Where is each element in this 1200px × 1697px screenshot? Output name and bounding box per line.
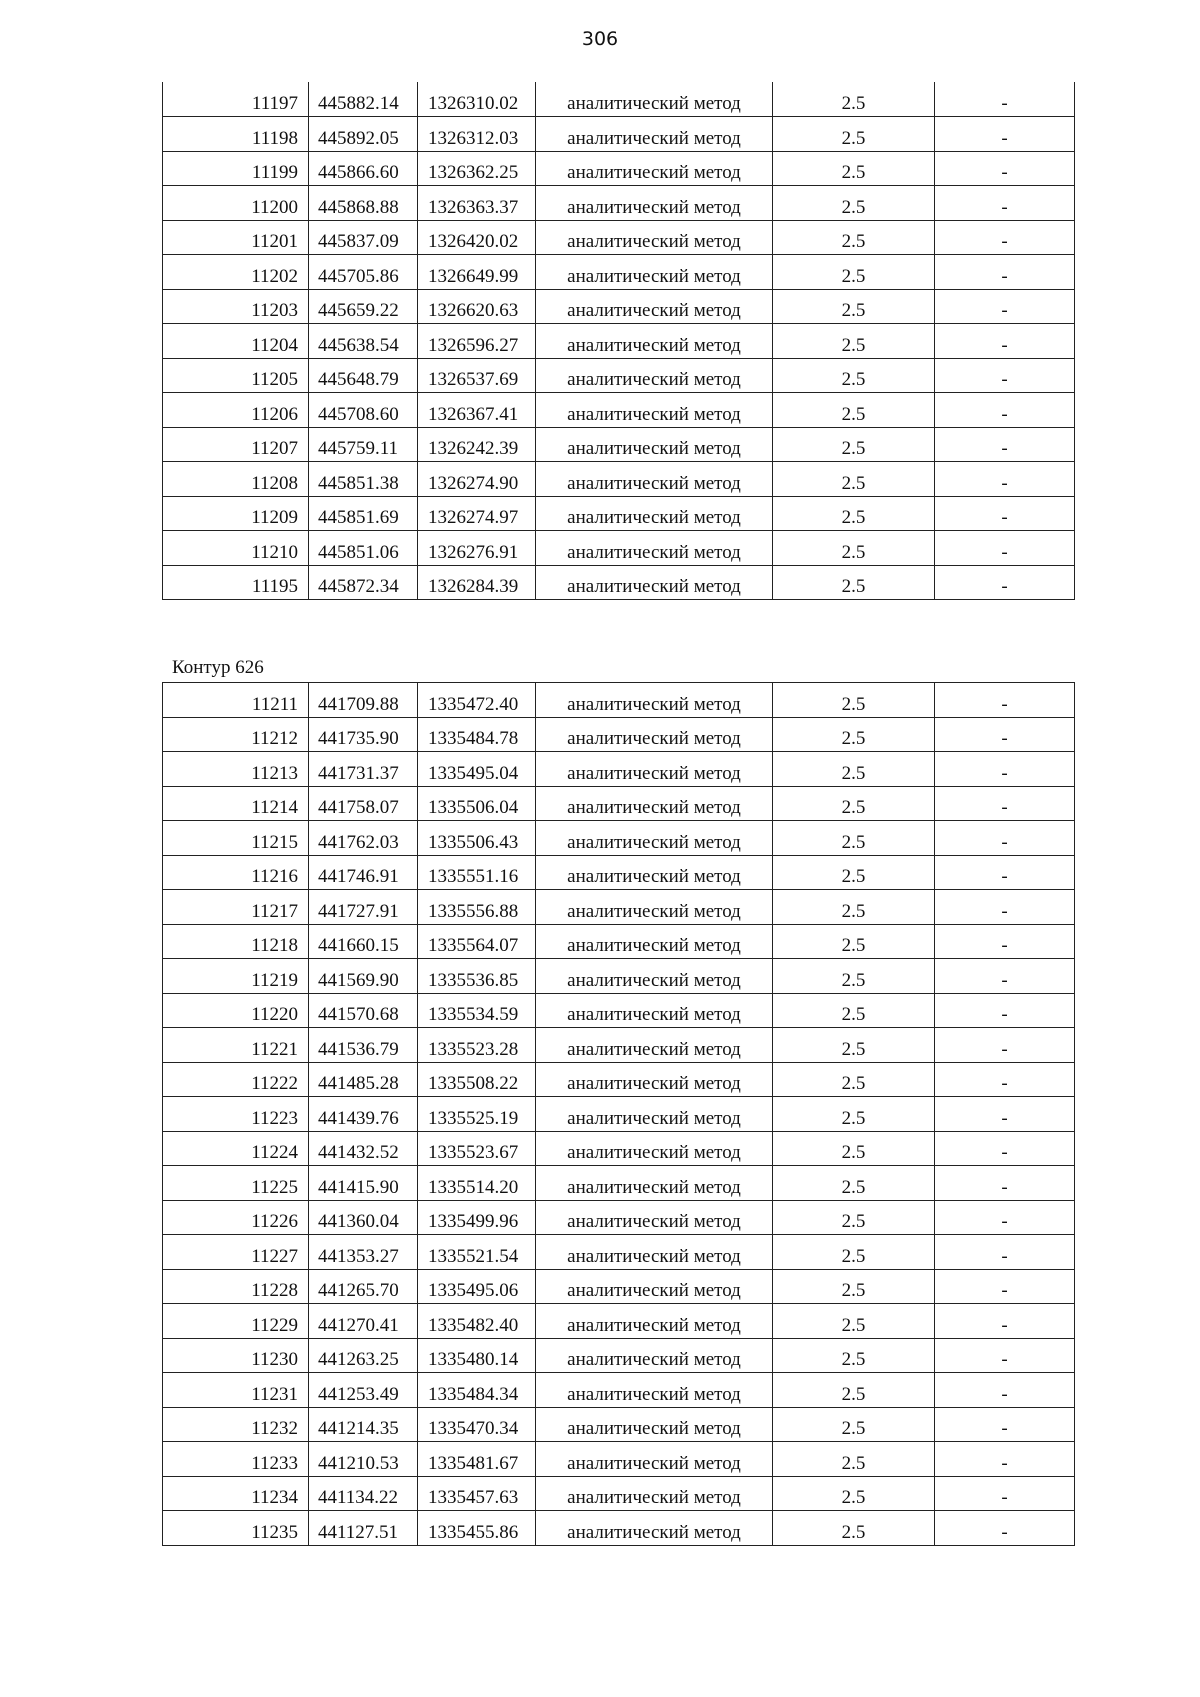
table-row [163, 786, 1075, 821]
table-row [163, 117, 1075, 152]
point-number: 11235 [163, 1511, 309, 1546]
note-cell: - [935, 462, 1075, 497]
note-cell: - [935, 1235, 1075, 1270]
point-number: 11209 [163, 496, 309, 531]
x-coordinate: 441439.76 [309, 1097, 418, 1132]
method-cell: аналитический метод [536, 1269, 773, 1304]
note-cell: - [935, 427, 1075, 462]
x-coordinate: 445892.05 [309, 117, 418, 152]
note-cell: - [935, 890, 1075, 925]
accuracy-cell: 2.5 [773, 855, 935, 890]
y-coordinate: 1335472.40 [418, 683, 536, 718]
method-cell: аналитический метод [536, 117, 773, 152]
x-coordinate: 441210.53 [309, 1442, 418, 1477]
point-number: 11202 [163, 255, 309, 290]
accuracy-cell: 2.5 [773, 1373, 935, 1408]
table-row [163, 324, 1075, 359]
accuracy-cell: 2.5 [773, 496, 935, 531]
method-cell: аналитический метод [536, 821, 773, 856]
point-number: 11207 [163, 427, 309, 462]
table-row [163, 255, 1075, 290]
point-number: 11233 [163, 1442, 309, 1477]
point-number: 11205 [163, 358, 309, 393]
table-row [163, 427, 1075, 462]
table-row [163, 496, 1075, 531]
x-coordinate: 445868.88 [309, 186, 418, 221]
contour-label: Контур 626 [172, 657, 264, 678]
table-row [163, 1304, 1075, 1339]
y-coordinate: 1335523.67 [418, 1131, 536, 1166]
table-row [163, 1235, 1075, 1270]
point-number: 11197 [163, 82, 309, 117]
accuracy-cell: 2.5 [773, 82, 935, 117]
y-coordinate: 1326274.97 [418, 496, 536, 531]
note-cell: - [935, 717, 1075, 752]
note-cell: - [935, 1338, 1075, 1373]
x-coordinate: 441432.52 [309, 1131, 418, 1166]
accuracy-cell: 2.5 [773, 289, 935, 324]
table-row [163, 1200, 1075, 1235]
note-cell: - [935, 82, 1075, 117]
method-cell: аналитический метод [536, 1200, 773, 1235]
point-number: 11219 [163, 959, 309, 994]
x-coordinate: 441214.35 [309, 1407, 418, 1442]
note-cell: - [935, 1028, 1075, 1063]
y-coordinate: 1335499.96 [418, 1200, 536, 1235]
note-cell: - [935, 1476, 1075, 1511]
y-coordinate: 1326620.63 [418, 289, 536, 324]
y-coordinate: 1335514.20 [418, 1166, 536, 1201]
accuracy-cell: 2.5 [773, 1200, 935, 1235]
table-row [163, 890, 1075, 925]
accuracy-cell: 2.5 [773, 1097, 935, 1132]
y-coordinate: 1335455.86 [418, 1511, 536, 1546]
accuracy-cell: 2.5 [773, 186, 935, 221]
method-cell: аналитический метод [536, 1131, 773, 1166]
table-row [163, 1407, 1075, 1442]
y-coordinate: 1335508.22 [418, 1062, 536, 1097]
table-row [163, 1131, 1075, 1166]
y-coordinate: 1335482.40 [418, 1304, 536, 1339]
y-coordinate: 1326363.37 [418, 186, 536, 221]
x-coordinate: 441270.41 [309, 1304, 418, 1339]
y-coordinate: 1335481.67 [418, 1442, 536, 1477]
note-cell: - [935, 1407, 1075, 1442]
table-row [163, 220, 1075, 255]
point-number: 11206 [163, 393, 309, 428]
y-coordinate: 1326362.25 [418, 151, 536, 186]
coordinates-table-top [162, 82, 1075, 600]
y-coordinate: 1335506.04 [418, 786, 536, 821]
table-row [163, 358, 1075, 393]
point-number: 11221 [163, 1028, 309, 1063]
accuracy-cell: 2.5 [773, 1304, 935, 1339]
x-coordinate: 445872.34 [309, 565, 418, 600]
table-row [163, 717, 1075, 752]
method-cell: аналитический метод [536, 683, 773, 718]
method-cell: аналитический метод [536, 186, 773, 221]
coordinates-table-contour-626 [162, 682, 1075, 1546]
note-cell: - [935, 1304, 1075, 1339]
y-coordinate: 1335534.59 [418, 993, 536, 1028]
accuracy-cell: 2.5 [773, 1269, 935, 1304]
note-cell: - [935, 1511, 1075, 1546]
table-row [163, 462, 1075, 497]
y-coordinate: 1335480.14 [418, 1338, 536, 1373]
x-coordinate: 441536.79 [309, 1028, 418, 1063]
method-cell: аналитический метод [536, 289, 773, 324]
note-cell: - [935, 220, 1075, 255]
note-cell: - [935, 117, 1075, 152]
accuracy-cell: 2.5 [773, 255, 935, 290]
point-number: 11212 [163, 717, 309, 752]
note-cell: - [935, 1269, 1075, 1304]
method-cell: аналитический метод [536, 1373, 773, 1408]
note-cell: - [935, 1166, 1075, 1201]
method-cell: аналитический метод [536, 855, 773, 890]
accuracy-cell: 2.5 [773, 220, 935, 255]
accuracy-cell: 2.5 [773, 959, 935, 994]
accuracy-cell: 2.5 [773, 1511, 935, 1546]
note-cell: - [935, 186, 1075, 221]
y-coordinate: 1335551.16 [418, 855, 536, 890]
point-number: 11203 [163, 289, 309, 324]
y-coordinate: 1335523.28 [418, 1028, 536, 1063]
table-row [163, 821, 1075, 856]
x-coordinate: 441263.25 [309, 1338, 418, 1373]
x-coordinate: 441353.27 [309, 1235, 418, 1270]
method-cell: аналитический метод [536, 1511, 773, 1546]
accuracy-cell: 2.5 [773, 993, 935, 1028]
table-row [163, 1166, 1075, 1201]
table-row [163, 1442, 1075, 1477]
x-coordinate: 445851.69 [309, 496, 418, 531]
y-coordinate: 1326274.90 [418, 462, 536, 497]
accuracy-cell: 2.5 [773, 1166, 935, 1201]
point-number: 11223 [163, 1097, 309, 1132]
accuracy-cell: 2.5 [773, 1062, 935, 1097]
y-coordinate: 1335457.63 [418, 1476, 536, 1511]
method-cell: аналитический метод [536, 1097, 773, 1132]
accuracy-cell: 2.5 [773, 1028, 935, 1063]
point-number: 11213 [163, 752, 309, 787]
note-cell: - [935, 1062, 1075, 1097]
accuracy-cell: 2.5 [773, 531, 935, 566]
method-cell: аналитический метод [536, 1166, 773, 1201]
accuracy-cell: 2.5 [773, 890, 935, 925]
x-coordinate: 445759.11 [309, 427, 418, 462]
table-row [163, 151, 1075, 186]
method-cell: аналитический метод [536, 358, 773, 393]
accuracy-cell: 2.5 [773, 1235, 935, 1270]
point-number: 11222 [163, 1062, 309, 1097]
y-coordinate: 1326276.91 [418, 531, 536, 566]
x-coordinate: 441758.07 [309, 786, 418, 821]
x-coordinate: 445866.60 [309, 151, 418, 186]
x-coordinate: 441735.90 [309, 717, 418, 752]
x-coordinate: 441727.91 [309, 890, 418, 925]
method-cell: аналитический метод [536, 462, 773, 497]
method-cell: аналитический метод [536, 1235, 773, 1270]
table-row [163, 1028, 1075, 1063]
method-cell: аналитический метод [536, 1476, 773, 1511]
table-row [163, 1476, 1075, 1511]
table-row [163, 531, 1075, 566]
y-coordinate: 1335495.06 [418, 1269, 536, 1304]
table-row [163, 855, 1075, 890]
x-coordinate: 445708.60 [309, 393, 418, 428]
point-number: 11220 [163, 993, 309, 1028]
y-coordinate: 1326596.27 [418, 324, 536, 359]
accuracy-cell: 2.5 [773, 717, 935, 752]
y-coordinate: 1335495.04 [418, 752, 536, 787]
method-cell: аналитический метод [536, 427, 773, 462]
note-cell: - [935, 1442, 1075, 1477]
note-cell: - [935, 289, 1075, 324]
table-row [163, 752, 1075, 787]
y-coordinate: 1335470.34 [418, 1407, 536, 1442]
method-cell: аналитический метод [536, 496, 773, 531]
method-cell: аналитический метод [536, 1407, 773, 1442]
note-cell: - [935, 821, 1075, 856]
x-coordinate: 445851.38 [309, 462, 418, 497]
point-number: 11208 [163, 462, 309, 497]
note-cell: - [935, 1373, 1075, 1408]
method-cell: аналитический метод [536, 1442, 773, 1477]
note-cell: - [935, 565, 1075, 600]
point-number: 11226 [163, 1200, 309, 1235]
x-coordinate: 445659.22 [309, 289, 418, 324]
accuracy-cell: 2.5 [773, 393, 935, 428]
table-row [163, 1338, 1075, 1373]
y-coordinate: 1335525.19 [418, 1097, 536, 1132]
method-cell: аналитический метод [536, 220, 773, 255]
point-number: 11201 [163, 220, 309, 255]
table-row [163, 1511, 1075, 1546]
y-coordinate: 1326367.41 [418, 393, 536, 428]
accuracy-cell: 2.5 [773, 427, 935, 462]
point-number: 11228 [163, 1269, 309, 1304]
page-number: 306 [581, 28, 619, 50]
note-cell: - [935, 393, 1075, 428]
accuracy-cell: 2.5 [773, 924, 935, 959]
x-coordinate: 441570.68 [309, 993, 418, 1028]
y-coordinate: 1335564.07 [418, 924, 536, 959]
table-row [163, 393, 1075, 428]
point-number: 11215 [163, 821, 309, 856]
point-number: 11232 [163, 1407, 309, 1442]
method-cell: аналитический метод [536, 324, 773, 359]
note-cell: - [935, 324, 1075, 359]
point-number: 11214 [163, 786, 309, 821]
table-row [163, 1269, 1075, 1304]
point-number: 11210 [163, 531, 309, 566]
point-number: 11218 [163, 924, 309, 959]
note-cell: - [935, 496, 1075, 531]
table-row [163, 82, 1075, 117]
y-coordinate: 1335484.34 [418, 1373, 536, 1408]
y-coordinate: 1335536.85 [418, 959, 536, 994]
x-coordinate: 445638.54 [309, 324, 418, 359]
y-coordinate: 1326420.02 [418, 220, 536, 255]
table-row [163, 1097, 1075, 1132]
point-number: 11216 [163, 855, 309, 890]
point-number: 11231 [163, 1373, 309, 1408]
accuracy-cell: 2.5 [773, 1407, 935, 1442]
x-coordinate: 441731.37 [309, 752, 418, 787]
accuracy-cell: 2.5 [773, 1131, 935, 1166]
method-cell: аналитический метод [536, 531, 773, 566]
x-coordinate: 441762.03 [309, 821, 418, 856]
point-number: 11204 [163, 324, 309, 359]
point-number: 11234 [163, 1476, 309, 1511]
x-coordinate: 441134.22 [309, 1476, 418, 1511]
y-coordinate: 1335556.88 [418, 890, 536, 925]
method-cell: аналитический метод [536, 1304, 773, 1339]
note-cell: - [935, 531, 1075, 566]
method-cell: аналитический метод [536, 1338, 773, 1373]
point-number: 11200 [163, 186, 309, 221]
method-cell: аналитический метод [536, 255, 773, 290]
x-coordinate: 445837.09 [309, 220, 418, 255]
note-cell: - [935, 683, 1075, 718]
point-number: 11199 [163, 151, 309, 186]
x-coordinate: 441709.88 [309, 683, 418, 718]
accuracy-cell: 2.5 [773, 683, 935, 718]
method-cell: аналитический метод [536, 82, 773, 117]
method-cell: аналитический метод [536, 993, 773, 1028]
method-cell: аналитический метод [536, 959, 773, 994]
table-row [163, 683, 1075, 718]
table-row [163, 924, 1075, 959]
accuracy-cell: 2.5 [773, 358, 935, 393]
method-cell: аналитический метод [536, 924, 773, 959]
table-row [163, 186, 1075, 221]
table-row [163, 959, 1075, 994]
accuracy-cell: 2.5 [773, 1338, 935, 1373]
table-row [163, 993, 1075, 1028]
point-number: 11195 [163, 565, 309, 600]
y-coordinate: 1335484.78 [418, 717, 536, 752]
note-cell: - [935, 1097, 1075, 1132]
table-row [163, 565, 1075, 600]
accuracy-cell: 2.5 [773, 821, 935, 856]
note-cell: - [935, 255, 1075, 290]
method-cell: аналитический метод [536, 786, 773, 821]
y-coordinate: 1326649.99 [418, 255, 536, 290]
point-number: 11224 [163, 1131, 309, 1166]
table-row [163, 1062, 1075, 1097]
x-coordinate: 445851.06 [309, 531, 418, 566]
accuracy-cell: 2.5 [773, 1442, 935, 1477]
y-coordinate: 1335521.54 [418, 1235, 536, 1270]
accuracy-cell: 2.5 [773, 1476, 935, 1511]
x-coordinate: 441127.51 [309, 1511, 418, 1546]
y-coordinate: 1335506.43 [418, 821, 536, 856]
y-coordinate: 1326284.39 [418, 565, 536, 600]
method-cell: аналитический метод [536, 752, 773, 787]
method-cell: аналитический метод [536, 1028, 773, 1063]
note-cell: - [935, 786, 1075, 821]
x-coordinate: 441485.28 [309, 1062, 418, 1097]
note-cell: - [935, 1131, 1075, 1166]
method-cell: аналитический метод [536, 565, 773, 600]
x-coordinate: 445705.86 [309, 255, 418, 290]
note-cell: - [935, 358, 1075, 393]
x-coordinate: 441360.04 [309, 1200, 418, 1235]
y-coordinate: 1326312.03 [418, 117, 536, 152]
accuracy-cell: 2.5 [773, 565, 935, 600]
x-coordinate: 441660.15 [309, 924, 418, 959]
x-coordinate: 441253.49 [309, 1373, 418, 1408]
note-cell: - [935, 959, 1075, 994]
x-coordinate: 441415.90 [309, 1166, 418, 1201]
method-cell: аналитический метод [536, 393, 773, 428]
x-coordinate: 445882.14 [309, 82, 418, 117]
y-coordinate: 1326242.39 [418, 427, 536, 462]
table-row [163, 1373, 1075, 1408]
point-number: 11211 [163, 683, 309, 718]
accuracy-cell: 2.5 [773, 117, 935, 152]
y-coordinate: 1326310.02 [418, 82, 536, 117]
x-coordinate: 445648.79 [309, 358, 418, 393]
note-cell: - [935, 151, 1075, 186]
point-number: 11225 [163, 1166, 309, 1201]
accuracy-cell: 2.5 [773, 786, 935, 821]
x-coordinate: 441746.91 [309, 855, 418, 890]
method-cell: аналитический метод [536, 1062, 773, 1097]
accuracy-cell: 2.5 [773, 752, 935, 787]
note-cell: - [935, 993, 1075, 1028]
point-number: 11217 [163, 890, 309, 925]
note-cell: - [935, 752, 1075, 787]
y-coordinate: 1326537.69 [418, 358, 536, 393]
x-coordinate: 441265.70 [309, 1269, 418, 1304]
x-coordinate: 441569.90 [309, 959, 418, 994]
accuracy-cell: 2.5 [773, 462, 935, 497]
note-cell: - [935, 924, 1075, 959]
point-number: 11229 [163, 1304, 309, 1339]
accuracy-cell: 2.5 [773, 151, 935, 186]
point-number: 11227 [163, 1235, 309, 1270]
note-cell: - [935, 1200, 1075, 1235]
accuracy-cell: 2.5 [773, 324, 935, 359]
point-number: 11198 [163, 117, 309, 152]
method-cell: аналитический метод [536, 890, 773, 925]
method-cell: аналитический метод [536, 151, 773, 186]
method-cell: аналитический метод [536, 717, 773, 752]
point-number: 11230 [163, 1338, 309, 1373]
table-row [163, 289, 1075, 324]
note-cell: - [935, 855, 1075, 890]
